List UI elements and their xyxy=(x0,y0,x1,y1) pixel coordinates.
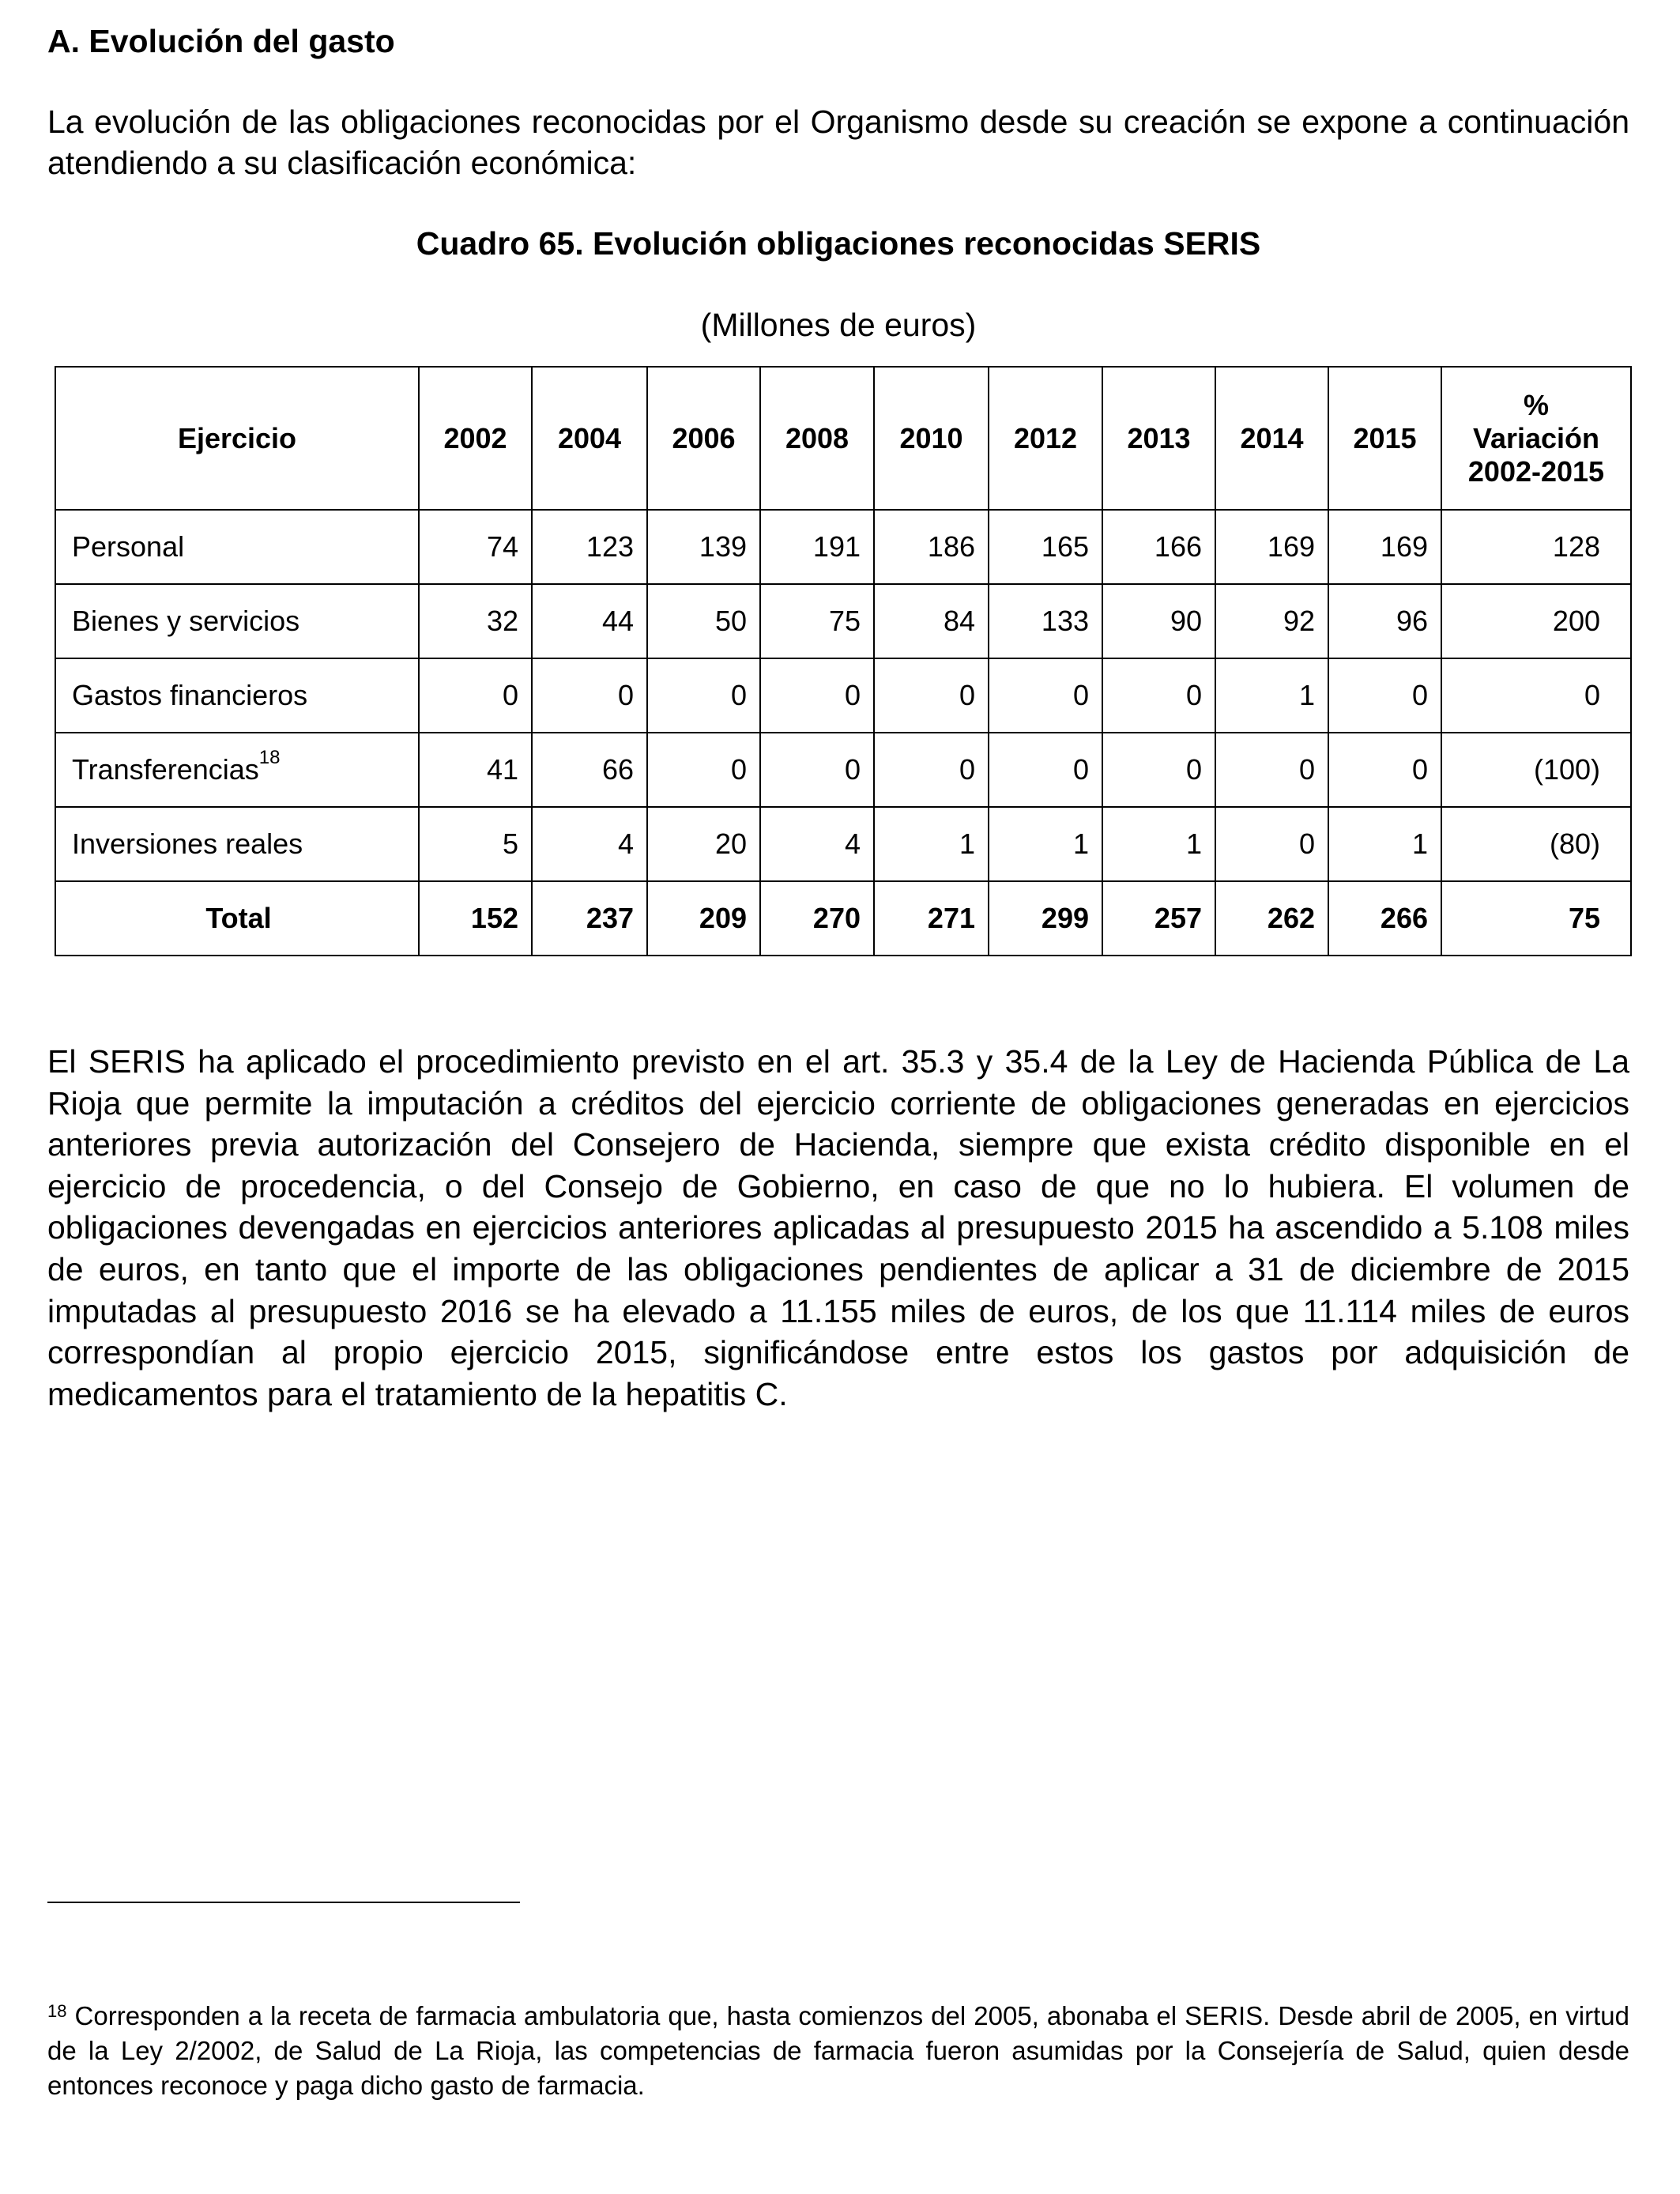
row-label xyxy=(55,733,419,807)
row-label-text: Transferencias xyxy=(72,753,259,786)
total-cell: 299 xyxy=(989,881,1102,956)
table-row xyxy=(55,733,1631,807)
row-label: Bienes y servicios xyxy=(55,584,419,658)
table-cell: 0 xyxy=(647,658,760,733)
table-cell: 191 xyxy=(760,510,874,584)
table-cell: 169 xyxy=(1215,510,1328,584)
table-cell: 41 xyxy=(419,733,532,807)
footnote xyxy=(47,1999,1629,2103)
table-cell: 1 xyxy=(874,807,989,881)
table-cell: 186 xyxy=(874,510,989,584)
total-cell: 270 xyxy=(760,881,874,956)
table-cell: 4 xyxy=(760,807,874,881)
table-cell: 165 xyxy=(989,510,1102,584)
table-row xyxy=(55,807,1631,881)
table-cell: 90 xyxy=(1102,584,1215,658)
table-cell: 1 xyxy=(989,807,1102,881)
total-cell: 257 xyxy=(1102,881,1215,956)
header-year: 2013 xyxy=(1102,367,1215,510)
header-year: 2010 xyxy=(874,367,989,510)
table-cell: 32 xyxy=(419,584,532,658)
table-cell: 20 xyxy=(647,807,760,881)
body-paragraph: El SERIS ha aplicado el procedimiento previsto en el art. 35.3 y 35.4 de la Ley de Hacienda Pública de La Rioja que permite la imputación a créditos del ejercicio corriente de obligaciones generadas en ejercicios anteriores previa autorización del Consejero de Hacienda, siempre que exista crédito disponible en el ejercicio de procedencia, o del Consejo de Gobierno, en caso de que no lo hubiera. El volumen de obligaciones devengadas en ejercicios anteriores aplicadas al presupuesto 2015 ha ascendido a 5.108 miles de euros, en tanto que el importe de las obligaciones pendientes de aplicar a 31 de diciembre de 2015 imputadas al presupuesto 2016 se ha elevado a 11.155 miles de euros, de los que 11.114 miles de euros correspondían al propio ejercicio 2015, significándose entre estos los gastos por adquisición de medicamentos para el tratamiento de la hepatitis C. xyxy=(47,1043,1629,1412)
header-year: 2014 xyxy=(1215,367,1328,510)
table-cell: 166 xyxy=(1102,510,1215,584)
table-cell: 4 xyxy=(532,807,647,881)
table-row xyxy=(55,584,1631,658)
total-cell: 152 xyxy=(419,881,532,956)
table-cell: 139 xyxy=(647,510,760,584)
total-cell: 266 xyxy=(1328,881,1441,956)
variation-cell: 200 xyxy=(1441,584,1631,658)
table-cell: 0 xyxy=(874,658,989,733)
obligations-table xyxy=(55,366,1632,956)
header-year: 2015 xyxy=(1328,367,1441,510)
table-cell: 96 xyxy=(1328,584,1441,658)
total-cell: 209 xyxy=(647,881,760,956)
footnote-separator xyxy=(47,1902,520,1903)
table-cell: 84 xyxy=(874,584,989,658)
header-variation xyxy=(1441,367,1631,510)
intro-paragraph: La evolución de las obligaciones reconocidas por el Organismo desde su creación se expone a continuación atendiendo a su clasificación económica: xyxy=(47,104,1629,181)
variation-cell: (100) xyxy=(1441,733,1631,807)
table-cell: 92 xyxy=(1215,584,1328,658)
table-cell: 74 xyxy=(419,510,532,584)
table-cell: 0 xyxy=(1328,658,1441,733)
table-cell: 0 xyxy=(1102,733,1215,807)
total-variation-cell: 75 xyxy=(1441,881,1631,956)
total-cell: 237 xyxy=(532,881,647,956)
table-units: (Millones de euros) xyxy=(700,307,977,343)
table-cell: 44 xyxy=(532,584,647,658)
table-cell: 0 xyxy=(989,658,1102,733)
header-year: 2002 xyxy=(419,367,532,510)
variation-cell: 128 xyxy=(1441,510,1631,584)
header-ejercicio: Ejercicio xyxy=(55,367,419,510)
table-cell: 0 xyxy=(874,733,989,807)
table-cell: 0 xyxy=(1102,658,1215,733)
table-cell: 0 xyxy=(989,733,1102,807)
total-cell: 271 xyxy=(874,881,989,956)
table-cell: 0 xyxy=(1215,733,1328,807)
header-year: 2008 xyxy=(760,367,874,510)
header-variation-line: % xyxy=(1523,388,1549,421)
variation-cell: (80) xyxy=(1441,807,1631,881)
table-cell: 5 xyxy=(419,807,532,881)
footnote-marker: 18 xyxy=(47,2001,67,2021)
table-cell: 0 xyxy=(760,658,874,733)
table-cell: 0 xyxy=(1215,807,1328,881)
row-label: Personal xyxy=(55,510,419,584)
table-total-row xyxy=(55,881,1631,956)
table-cell: 1 xyxy=(1102,807,1215,881)
table-caption: Cuadro 65. Evolución obligaciones reconocidas SERIS xyxy=(416,225,1261,262)
table-cell: 75 xyxy=(760,584,874,658)
variation-cell: 0 xyxy=(1441,658,1631,733)
footnote-reference: 18 xyxy=(258,747,281,768)
table-header-row xyxy=(55,367,1631,510)
header-year: 2006 xyxy=(647,367,760,510)
table-cell: 169 xyxy=(1328,510,1441,584)
table-cell: 1 xyxy=(1215,658,1328,733)
total-label: Total xyxy=(55,881,419,956)
total-cell: 262 xyxy=(1215,881,1328,956)
table-row xyxy=(55,658,1631,733)
table-cell: 0 xyxy=(1328,733,1441,807)
table-cell: 66 xyxy=(532,733,647,807)
row-label: Inversiones reales xyxy=(55,807,419,881)
footnote-text: Corresponden a la receta de farmacia ambulatoria que, hasta comienzos del 2005, abonaba el SERIS. Desde abril de 2005, en virtud de la Ley 2/2002, de Salud de La Rioja, las competencias de farmacia fueron asumidas por la Consejería de Salud, quien desde entonces reconoce y paga dicho gasto de farmacia. xyxy=(47,2001,1630,2100)
section-heading: A. Evolución del gasto xyxy=(47,23,395,59)
table-cell: 0 xyxy=(647,733,760,807)
header-variation-line: Variación xyxy=(1472,421,1600,454)
table-cell: 50 xyxy=(647,584,760,658)
table-cell: 1 xyxy=(1328,807,1441,881)
header-variation-line: 2002-2015 xyxy=(1467,454,1605,488)
table-cell: 0 xyxy=(760,733,874,807)
table-cell: 0 xyxy=(419,658,532,733)
table-cell: 133 xyxy=(989,584,1102,658)
table-row xyxy=(55,510,1631,584)
header-year: 2012 xyxy=(989,367,1102,510)
table-cell: 0 xyxy=(532,658,647,733)
header-year: 2004 xyxy=(532,367,647,510)
table-cell: 123 xyxy=(532,510,647,584)
row-label: Gastos financieros xyxy=(55,658,419,733)
